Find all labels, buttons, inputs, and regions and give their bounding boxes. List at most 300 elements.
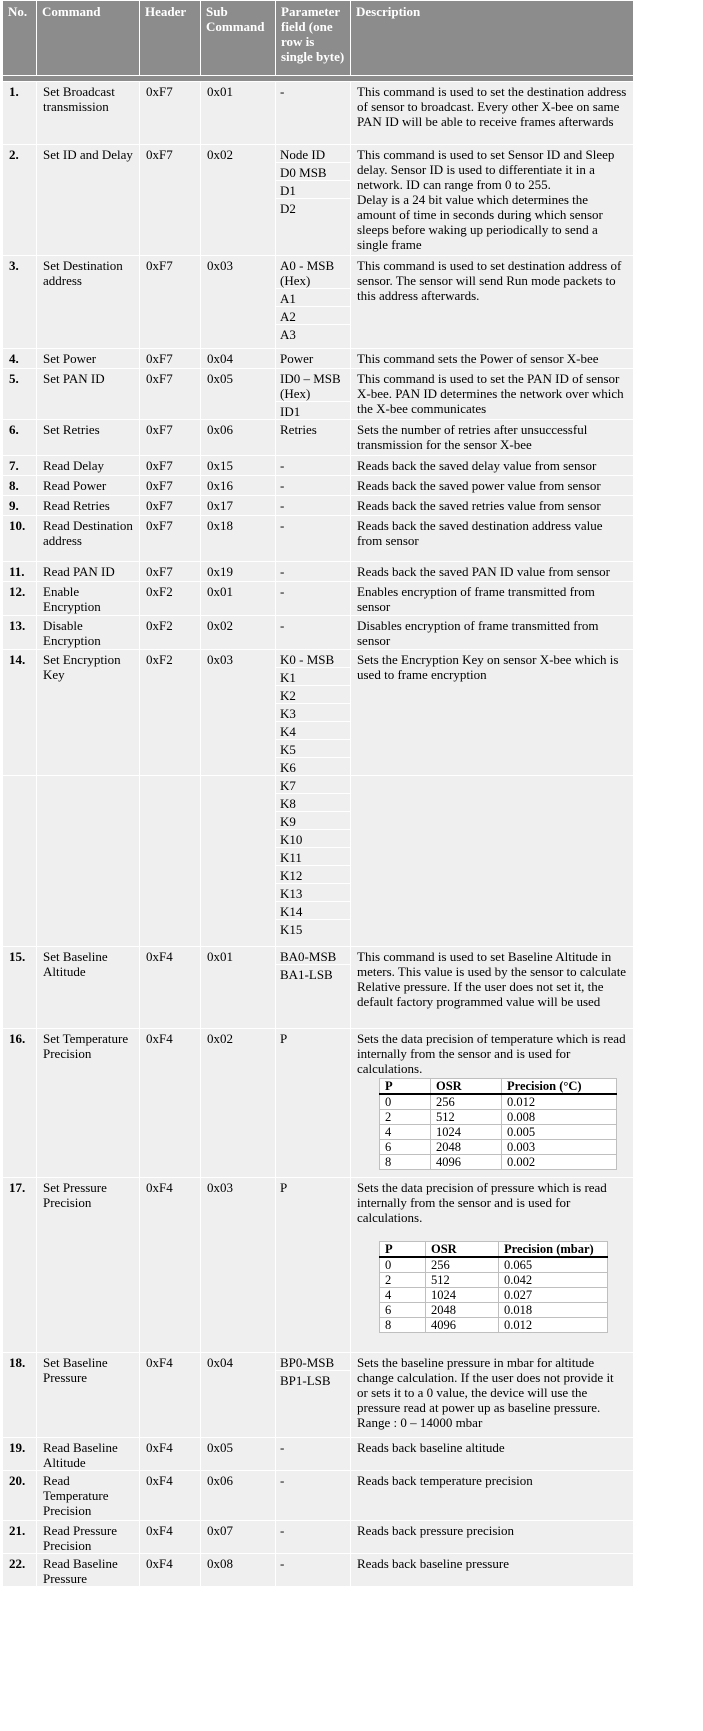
parameter-byte: K7 [276,776,350,794]
parameter-list [276,82,350,99]
parameter-cell [276,1353,351,1438]
row-number: 7. [3,456,37,476]
table-row [3,1178,634,1353]
command-cell: Set Pressure Precision [37,1178,140,1353]
description-text-extra: Delay is a 24 bit value which determines the amount of time in seconds during which sensor sleeps before waking up periodically to send a single frame [357,192,603,252]
command-cell: Set Destination address [37,256,140,349]
row-number: 16. [3,1029,37,1178]
command-cell: Set PAN ID [37,369,140,420]
parameter-cell [276,1554,351,1587]
parameter-byte: A0 - MSB (Hex) [276,256,350,289]
table-row [3,456,634,476]
precision-table-cell: 0.002 [502,1155,617,1170]
parameter-cell [276,256,351,349]
parameter-list [276,420,350,437]
description-cell [351,650,634,776]
parameter-byte: BP0-MSB [276,1353,350,1371]
description-cell [351,616,634,650]
command-cell: Read Retries [37,496,140,516]
parameter-list [276,1554,350,1571]
precision-table-cell: 6 [380,1303,426,1318]
parameter-cell [276,1029,351,1178]
parameter-cell [276,369,351,420]
parameter-cell [276,1521,351,1554]
precision-table-cell: 0.065 [499,1257,608,1273]
precision-table-cell: 2 [380,1273,426,1288]
parameter-byte: D1 [276,181,350,199]
description-cell [351,256,634,349]
header-cell: 0xF7 [140,516,201,562]
precision-table-cell: 512 [426,1273,499,1288]
table-row [3,145,634,256]
sub-command-cell: 0x02 [201,145,276,256]
sub-command-cell: 0x19 [201,562,276,582]
precision-table-cell: 256 [431,1094,502,1110]
parameter-list [276,516,350,533]
description-text: Disables encryption of frame transmitted from sensor [357,618,599,648]
command-cell: Set Temperature Precision [37,1029,140,1178]
precision-table-cell: 0.042 [499,1273,608,1288]
table-row [3,82,634,145]
description-cell [351,420,634,456]
parameter-list [276,369,350,419]
parameter-byte: - [276,496,350,513]
description-cell [351,1554,634,1587]
sub-command-cell: 0x08 [201,1554,276,1587]
command-cell: Set ID and Delay [37,145,140,256]
parameter-byte: K13 [276,884,350,902]
row-number: 21. [3,1521,37,1554]
description-text: Reads back baseline pressure [357,1556,509,1571]
description-cell [351,582,634,616]
description-text: This command is used to set the destination address of sensor to broadcast. Every other X-bee on same PAN ID will be able to receive frames afterwards [357,84,627,129]
row-number: 22. [3,1554,37,1587]
table-row [3,582,634,616]
description-cell [351,1471,634,1521]
row-number: 8. [3,476,37,496]
parameter-cell [276,1471,351,1521]
command-cell [37,776,140,947]
header-cell: 0xF4 [140,1353,201,1438]
description-cell [351,1029,634,1178]
header-cell [140,776,201,947]
header-cell: 0xF7 [140,562,201,582]
description-text: Sets the baseline pressure in mbar for altitude change calculation. If the user does not provide it or sets it to a 0 value, the device will use the pressure read at power up as baseline pressure. [357,1355,614,1415]
parameter-byte: K1 [276,668,350,686]
precision-table-cell: 0.003 [502,1140,617,1155]
precision-table-cell: 8 [380,1155,431,1170]
description-text: This command is used to set destination address of sensor. The sensor will send Run mode packets to this address afterwards. [357,258,622,303]
parameter-list [276,145,350,216]
parameter-list [276,947,350,982]
command-cell: Read PAN ID [37,562,140,582]
description-text: This command is used to set Baseline Altitude in meters. This value is used by the sensor to calculate Relative pressure. If the user does not set it, the default factory programmed value will be used [357,949,627,1009]
precision-table-header: OSR [431,1079,502,1095]
parameter-list [276,456,350,473]
header-cell: 0xF4 [140,1029,201,1178]
parameter-cell [276,145,351,256]
sub-command-cell: 0x07 [201,1521,276,1554]
precision-table-cell: 0.005 [502,1125,617,1140]
precision-table-row [380,1110,617,1125]
parameter-byte: P [276,1178,350,1195]
parameter-list [276,776,350,937]
sub-command-cell: 0x01 [201,947,276,1029]
command-cell: Set Power [37,349,140,369]
parameter-byte: K4 [276,722,350,740]
parameter-byte: K10 [276,830,350,848]
parameter-cell [276,616,351,650]
precision-table-row [380,1288,608,1303]
parameter-byte: - [276,562,350,579]
parameter-cell [276,456,351,476]
parameter-byte: - [276,1471,350,1488]
parameter-cell [276,1438,351,1471]
description-cell [351,1353,634,1438]
parameter-byte: D2 [276,199,350,217]
precision-table-cell: 6 [380,1140,431,1155]
precision-table-header: Precision (°C) [502,1079,617,1095]
command-cell: Read Temperature Precision [37,1471,140,1521]
parameter-list [276,476,350,493]
sub-command-cell: 0x18 [201,516,276,562]
parameter-byte: - [276,476,350,493]
parameter-byte: K3 [276,704,350,722]
precision-table-header: Precision (mbar) [499,1242,608,1258]
sub-command-cell: 0x06 [201,1471,276,1521]
sub-command-cell: 0x01 [201,582,276,616]
precision-table-cell: 2048 [426,1303,499,1318]
header-cell: 0xF7 [140,369,201,420]
parameter-cell [276,496,351,516]
parameter-list [276,1471,350,1488]
header-cell: 0xF4 [140,1438,201,1471]
header-cell: 0xF7 [140,349,201,369]
precision-table [379,1241,608,1333]
parameter-byte: K9 [276,812,350,830]
precision-table-row [380,1125,617,1140]
precision-table-cell: 1024 [426,1288,499,1303]
header-sub-command: Sub Command [201,1,276,76]
precision-table-cell: 1024 [431,1125,502,1140]
parameter-byte: Power [276,349,350,366]
command-cell: Set Retries [37,420,140,456]
row-number: 13. [3,616,37,650]
description-text: Reads back the saved destination address value from sensor [357,518,603,548]
precision-table-cell: 4 [380,1288,426,1303]
precision-table-cell: 0.027 [499,1288,608,1303]
table-row [3,1521,634,1554]
header-header: Header [140,1,201,76]
description-text: Reads back baseline altitude [357,1440,505,1455]
row-number: 12. [3,582,37,616]
precision-table-cell: 0.012 [499,1318,608,1333]
table-row [3,947,634,1029]
row-number: 11. [3,562,37,582]
description-text: Reads back pressure precision [357,1523,515,1538]
parameter-byte: K0 - MSB [276,650,350,668]
parameter-byte: A3 [276,325,350,343]
table-row [3,349,634,369]
parameter-byte: - [276,1554,350,1571]
description-cell [351,776,634,947]
table-row [3,476,634,496]
row-number [3,776,37,947]
parameter-list [276,349,350,366]
table-row [3,256,634,349]
header-cell: 0xF4 [140,1554,201,1587]
description-text: Reads back the saved retries value from sensor [357,498,601,513]
table-row [3,650,634,776]
parameter-cell [276,650,351,776]
precision-table-cell: 0.012 [502,1094,617,1110]
description-text: Enables encryption of frame transmitted from sensor [357,584,595,614]
sub-command-cell: 0x01 [201,82,276,145]
header-cell: 0xF4 [140,1521,201,1554]
sub-command-cell: 0x04 [201,1353,276,1438]
precision-table-cell: 4096 [431,1155,502,1170]
row-number: 1. [3,82,37,145]
precision-table-row [380,1273,608,1288]
row-number: 5. [3,369,37,420]
precision-table-row [380,1094,617,1110]
description-cell [351,456,634,476]
parameter-cell [276,947,351,1029]
row-number: 9. [3,496,37,516]
parameter-byte: ID0 – MSB (Hex) [276,369,350,402]
parameter-byte: A2 [276,307,350,325]
command-cell: Set Baseline Pressure [37,1353,140,1438]
precision-table-cell: 8 [380,1318,426,1333]
sub-command-cell: 0x05 [201,369,276,420]
description-cell [351,1521,634,1554]
description-cell [351,476,634,496]
precision-table-cell: 2048 [431,1140,502,1155]
table-row [3,369,634,420]
sub-command-cell [201,776,276,947]
table-row [3,776,634,947]
command-cell: Read Delay [37,456,140,476]
description-text: This command is used to set Sensor ID and Sleep delay. Sensor ID is used to differentiate it in a network. ID can range from 0 to 255. [357,147,615,192]
table-row [3,516,634,562]
header-cell: 0xF7 [140,145,201,256]
sub-command-cell: 0x03 [201,1178,276,1353]
table-row [3,420,634,456]
precision-table-cell: 0 [380,1257,426,1273]
parameter-cell [276,476,351,496]
description-text: Reads back temperature precision [357,1473,533,1488]
parameter-byte: - [276,82,350,99]
parameter-byte: D0 MSB [276,163,350,181]
row-number: 10. [3,516,37,562]
table-row [3,1029,634,1178]
description-text: Sets the Encryption Key on sensor X-bee which is used to frame encryption [357,652,619,682]
parameter-cell [276,82,351,145]
header-cell: 0xF7 [140,256,201,349]
description-text: Reads back the saved power value from sensor [357,478,601,493]
command-cell: Read Baseline Altitude [37,1438,140,1471]
sub-command-cell: 0x15 [201,456,276,476]
parameter-byte: - [276,1438,350,1455]
parameter-byte: BA0-MSB [276,947,350,965]
header-cell: 0xF2 [140,650,201,776]
header-cell: 0xF2 [140,616,201,650]
description-cell [351,1178,634,1353]
parameter-list [276,616,350,633]
command-cell: Disable Encryption [37,616,140,650]
parameter-byte: - [276,456,350,473]
parameter-byte: P [276,1029,350,1046]
parameter-list [276,582,350,599]
header-cell: 0xF4 [140,1471,201,1521]
row-number: 15. [3,947,37,1029]
sub-command-cell: 0x16 [201,476,276,496]
parameter-byte: A1 [276,289,350,307]
parameter-byte: K12 [276,866,350,884]
precision-table-cell: 256 [426,1257,499,1273]
header-command: Command [37,1,140,76]
sub-command-cell: 0x02 [201,616,276,650]
parameter-list [276,562,350,579]
precision-table-row [380,1318,608,1333]
precision-table-row [380,1155,617,1170]
parameter-list [276,496,350,513]
sub-command-cell: 0x17 [201,496,276,516]
sub-command-cell: 0x03 [201,650,276,776]
precision-table-header: OSR [426,1242,499,1258]
parameter-cell [276,516,351,562]
parameter-byte: K11 [276,848,350,866]
description-cell [351,496,634,516]
parameter-byte: K6 [276,758,350,776]
row-number: 19. [3,1438,37,1471]
row-number: 2. [3,145,37,256]
description-cell [351,349,634,369]
header-description: Description [351,1,634,76]
description-text: Reads back the saved delay value from sensor [357,458,597,473]
parameter-list [276,1029,350,1046]
command-cell: Set Baseline Altitude [37,947,140,1029]
command-cell: Read Baseline Pressure [37,1554,140,1587]
header-cell: 0xF2 [140,582,201,616]
description-cell [351,947,634,1029]
parameter-byte: K2 [276,686,350,704]
parameter-cell [276,420,351,456]
description-text: Sets the data precision of pressure which is read internally from the sensor and is used for calculations. [357,1180,607,1225]
row-number: 18. [3,1353,37,1438]
parameter-list [276,1178,350,1195]
table-row [3,1438,634,1471]
parameter-byte: K8 [276,794,350,812]
precision-table [379,1078,617,1170]
command-cell: Read Destination address [37,516,140,562]
command-cell: Read Power [37,476,140,496]
sub-command-cell: 0x06 [201,420,276,456]
sub-command-cell: 0x04 [201,349,276,369]
parameter-byte: K5 [276,740,350,758]
description-text: Reads back the saved PAN ID value from sensor [357,564,610,579]
description-text-extra: Range : 0 – 14000 mbar [357,1415,483,1430]
precision-table-cell: 0.018 [499,1303,608,1318]
description-text: This command is used to set the PAN ID of sensor X-bee. PAN ID determines the network over which the X-bee communicates [357,371,624,416]
description-text: Sets the data precision of temperature which is read internally from the sensor and is used for calculations. [357,1031,626,1076]
parameter-byte: - [276,1521,350,1538]
precision-table-row [380,1140,617,1155]
table-header-row [3,1,634,76]
parameter-cell [276,562,351,582]
header-cell: 0xF7 [140,496,201,516]
row-number: 6. [3,420,37,456]
description-cell [351,145,634,256]
command-cell: Set Broadcast transmission [37,82,140,145]
row-number: 4. [3,349,37,369]
parameter-list [276,256,350,342]
parameter-cell [276,349,351,369]
command-cell: Read Pressure Precision [37,1521,140,1554]
description-text: Sets the number of retries after unsuccessful transmission for the sensor X-bee [357,422,588,452]
parameter-byte: BA1-LSB [276,965,350,983]
parameter-list [276,1438,350,1455]
parameter-list [276,650,350,775]
parameter-byte: - [276,516,350,533]
precision-table-header: P [380,1079,431,1095]
description-cell [351,562,634,582]
description-cell [351,1438,634,1471]
parameter-byte: BP1-LSB [276,1371,350,1389]
table-row [3,1471,634,1521]
description-cell [351,82,634,145]
parameter-byte: Node ID [276,145,350,163]
header-cell: 0xF7 [140,456,201,476]
precision-table-row [380,1303,608,1318]
row-number: 20. [3,1471,37,1521]
parameter-list [276,1353,350,1388]
header-cell: 0xF7 [140,420,201,456]
parameter-byte: - [276,582,350,599]
sub-command-cell: 0x03 [201,256,276,349]
header-cell: 0xF4 [140,1178,201,1353]
parameter-list [276,1521,350,1538]
precision-table-cell: 512 [431,1110,502,1125]
precision-table-cell: 2 [380,1110,431,1125]
row-number: 14. [3,650,37,776]
header-cell: 0xF7 [140,82,201,145]
header-parameter-field: Parameter field (one row is single byte) [276,1,351,76]
precision-table-cell: 0 [380,1094,431,1110]
parameter-byte: Retries [276,420,350,437]
table-row [3,1554,634,1587]
parameter-byte: ID1 [276,402,350,420]
parameter-byte: K14 [276,902,350,920]
sub-command-cell: 0x05 [201,1438,276,1471]
header-cell: 0xF7 [140,476,201,496]
sub-command-cell: 0x02 [201,1029,276,1178]
precision-table-cell: 4096 [426,1318,499,1333]
precision-table-header: P [380,1242,426,1258]
header-cell: 0xF4 [140,947,201,1029]
description-text: This command sets the Power of sensor X-bee [357,351,599,366]
command-cell: Enable Encryption [37,582,140,616]
table-row [3,562,634,582]
description-cell [351,369,634,420]
row-number: 17. [3,1178,37,1353]
precision-table-cell: 4 [380,1125,431,1140]
command-table [2,0,634,1587]
table-row [3,496,634,516]
description-cell [351,516,634,562]
precision-table-row [380,1257,608,1273]
table-row [3,616,634,650]
